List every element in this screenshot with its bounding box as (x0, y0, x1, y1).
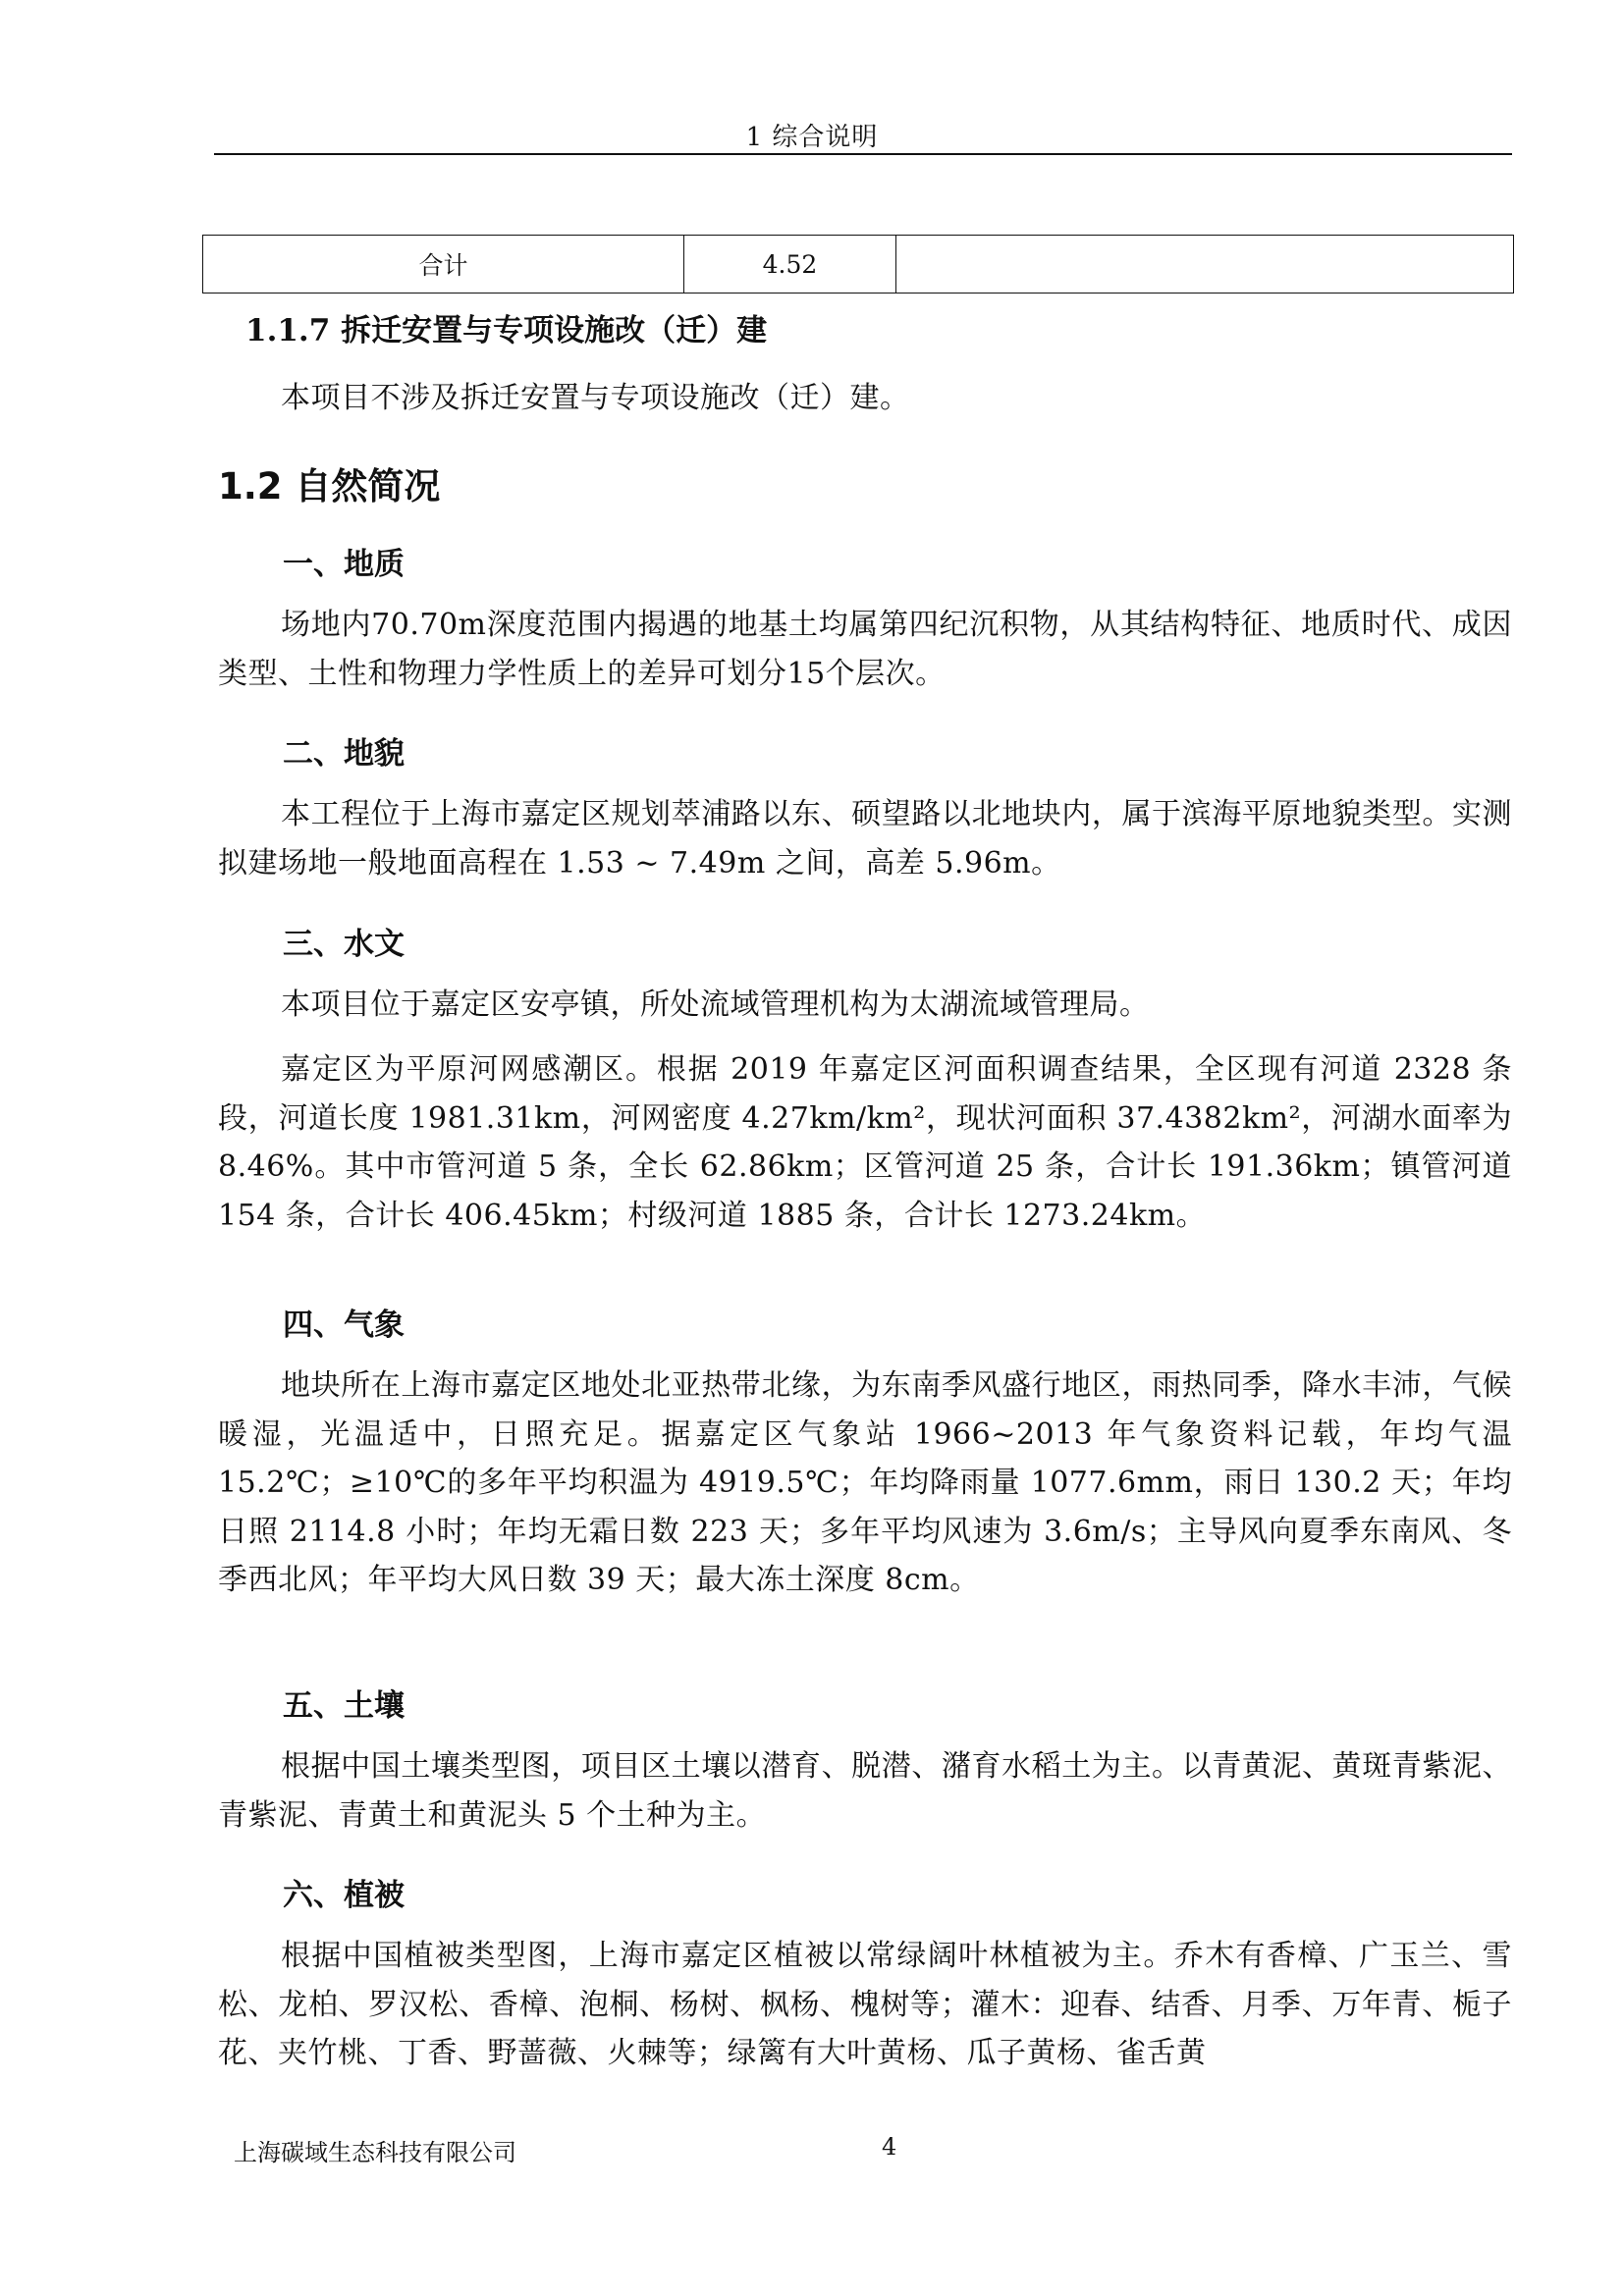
subheading-soil: 五、土壤 (283, 1688, 405, 1724)
section-heading-1-1-7: 1.1.7 拆迁安置与专项设施改（迁）建 (245, 313, 768, 348)
section-heading-1-2: 1.2 自然简况 (218, 465, 441, 507)
paragraph-landform: 本工程位于上海市嘉定区规划萃浦路以东、硕望路以北地块内，属于滨海平原地貌类型。实测拟建场地一般地面高程在 1.53 ~ 7.49m 之间，高差 5.96m。 (218, 797, 1512, 881)
page-number: 4 (882, 2133, 897, 2161)
paragraph-hydrology-1: 本项目位于嘉定区安亭镇，所处流域管理机构为太湖流域管理局。 (281, 988, 1150, 1022)
paragraph-climate: 地块所在上海市嘉定区地处北亚热带北缘，为东南季风盛行地区，雨热同季，降水丰沛，气候暖湿，光温适中，日照充足。据嘉定区气象站 1966~2013 年气象资料记载，年均气温 15.2℃；≥10℃的多年平均积温为 4919.5℃；年均降雨量 1077.6mm，雨日 130.2 天；年均日照 2114.8 小时；年均无霜日数 223 天；多年平均风速为 3.6m/s；主导风向夏季东南风、冬季西北风；年平均大风日数 39 天；最大冻土深度 8cm。 (218, 1368, 1512, 1597)
paragraph-geology: 场地内70.70m深度范围内揭遇的地基土均属第四纪沉积物，从其结构特征、地质时代、成因类型、土性和物理力学性质上的差异可划分15个层次。 (218, 608, 1512, 691)
table-cell-note (896, 236, 1514, 294)
table-row (203, 236, 1514, 294)
paragraph-hydrology-2: 嘉定区为平原河网感潮区。根据 2019 年嘉定区河面积调查结果，全区现有河道 2328 条段，河道长度 1981.31km，河网密度 4.27km/km²，现状河面积 37.4382km²，河湖水面率为 8.46%。其中市管河道 5 条，全长 62.86km；区管河道 25 条，合计长 191.36km；镇管河道 154 条，合计长 406.45km；村级河道 1885 条，合计长 1273.24km。 (218, 1052, 1512, 1233)
table-cell-value: 4.52 (684, 236, 896, 294)
paragraph-relocation: 本项目不涉及拆迁安置与专项设施改（迁）建。 (281, 381, 910, 415)
subheading-hydrology: 三、水文 (283, 927, 405, 962)
subheading-landform: 二、地貌 (283, 736, 405, 772)
running-header: 1 综合说明 (745, 123, 879, 152)
subheading-vegetation: 六、植被 (283, 1878, 405, 1913)
paragraph-vegetation: 根据中国植被类型图，上海市嘉定区植被以常绿阔叶林植被为主。乔木有香樟、广玉兰、雪松、龙柏、罗汉松、香樟、泡桐、杨树、枫杨、槐树等；灌木：迎春、结香、月季、万年青、栀子花、夹竹桃、丁香、野蔷薇、火棘等；绿篱有大叶黄杨、瓜子黄杨、雀舌黄 (218, 1939, 1512, 2070)
footer-company: 上海碳域生态科技有限公司 (234, 2139, 516, 2166)
table-cell-label: 合计 (203, 236, 684, 294)
subheading-climate: 四、气象 (283, 1308, 405, 1343)
paragraph-soil: 根据中国土壤类型图，项目区土壤以潜育、脱潜、潴育水稻土为主。以青黄泥、黄斑青紫泥、青紫泥、青黄土和黄泥头 5 个土种为主。 (218, 1749, 1512, 1833)
summary-table-tail (202, 235, 1514, 294)
subheading-geology: 一、地质 (283, 547, 405, 582)
header-rule (214, 153, 1512, 155)
